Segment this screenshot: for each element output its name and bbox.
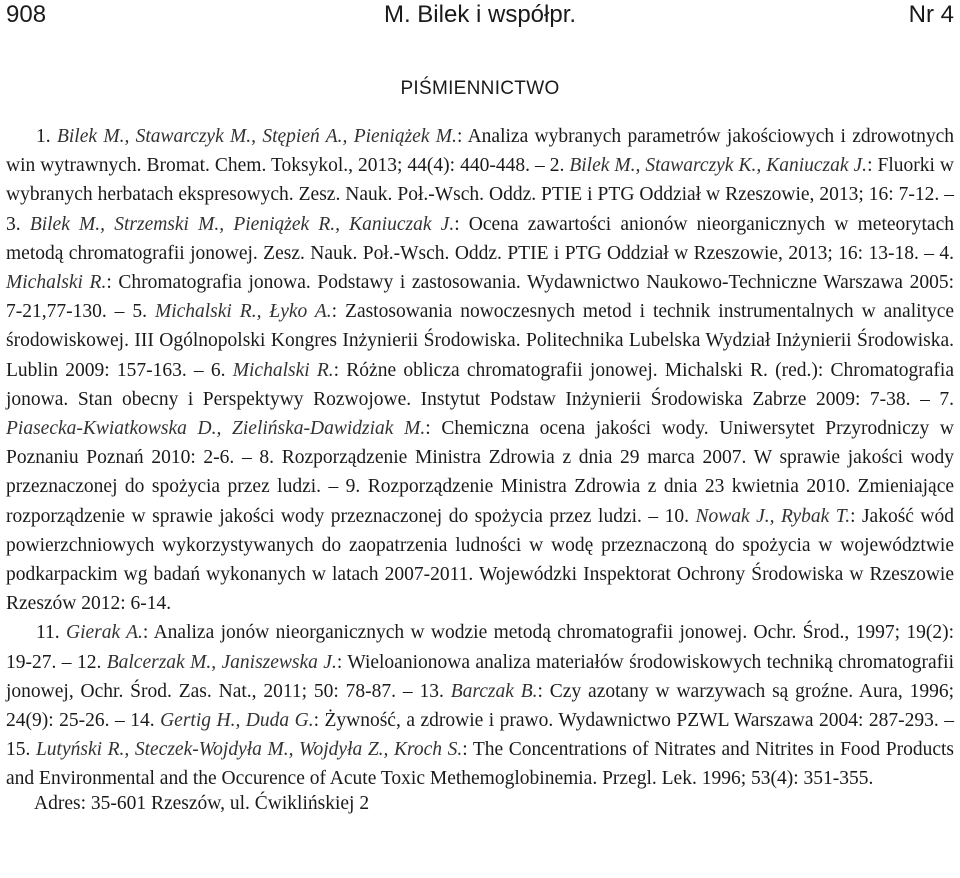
reference-number: 15. — [6, 739, 31, 761]
reference-text: Rozporządzenie Ministra Zdrowia z dnia 29 marca 2007. W sprawie jakości wody przeznaczonej do spożycia przez ludzi. – — [6, 447, 954, 498]
reference-authors: Barczak B. — [450, 680, 538, 702]
reference-authors: Bilek M., Stawarczyk K., Kaniuczak J. — [569, 155, 868, 177]
reference-text: : Fluorki w wybranych herbatach ekspresowych. Zesz. Nauk. Poł.-Wsch. Oddz. PTIE i PTG Oddział w Rzeszowie, 2013; 16: 7-12. – — [6, 155, 954, 206]
running-title: M. Bilek i współpr. — [383, 1, 577, 28]
page-number: 908 — [6, 1, 47, 28]
reference-text: : Czy azotany w warzywach są groźne. Aura, 1996; 24(9): 25-26. – — [6, 680, 955, 732]
reference-text: : The Concentrations of Nitrates and Nitrites in Food Products and Environmental and the Occurence of Acute Toxic Methemoglobinemia. Przegl. Lek. 1996; 53(4): 351-355. — [6, 739, 954, 790]
reference-text: : Żywność, a zdrowie i prawo. Wydawnictwo PZWL Warszawa 2004: 287-293. – — [313, 710, 954, 732]
reference-text: Rozporządzenie Ministra Zdrowia z dnia 23 kwietnia 2010. Zmieniające rozporządzenie w sprawie jakości wody przeznaczonej do spożycia przez ludzi. – — [6, 476, 955, 527]
reference-authors: Gierak A. — [66, 622, 143, 644]
reference-entry — [130, 710, 954, 731]
reference-number: 4. — [939, 242, 954, 264]
reference-authors: Lutyński R., Steczek-Wojdyła M., Wojdyła Z., Kroch S. — [35, 739, 463, 761]
reference-authors: Bilek M., Strzemski M., Pieniążek R., Kaniuczak J. — [29, 213, 455, 235]
reference-authors: Bilek M., Stawarczyk M., Stępień A., Pieniążek M. — [56, 126, 457, 147]
reference-number: 8. — [259, 447, 275, 469]
reference-authors: Balcerzak M., Janiszewska J. — [106, 651, 337, 673]
reference-number: 1. — [36, 126, 51, 147]
author-address: Adres: 35-601 Rzeszów, ul. Ćwiklińskiej 2 — [34, 793, 370, 814]
reference-number: 14. — [130, 710, 155, 732]
reference-number: 3. — [6, 213, 21, 235]
reference-text: : Jakość wód powierzchniowych wykorzystywanych do zaopatrzenia ludności w wodę przeznaczoną do spożycia w województwie podkarpackim wg badań wykonanych w latach 2007-2011. Wojewódzki Inspektorat Ochrony Środowiska w Rzeszowie Rzeszów 2012: 6-14. — [6, 505, 955, 615]
reference-number: 2. — [549, 155, 565, 177]
issue-number: Nr 4 — [908, 1, 954, 28]
reference-text: : Chromatografia jonowa. Podstawy i zastosowania. Wydawnictwo Naukowo-Techniczne Warszawa 2005: 7-21,77-130. – — [6, 272, 954, 323]
reference-authors: Piasecka-Kwiatkowska D., Zielińska-Dawidziak M. — [6, 418, 426, 440]
section-title: PIŚMIENNICTWO — [400, 78, 560, 99]
references-paragraph-1 — [6, 122, 954, 618]
reference-text: : Ocena zawartości anionów nieorganicznych w meteorytach metodą chromatografii jonowej. Zesz. Nauk. Poł.-Wsch. Oddz. PTIE i PTG Oddział w Rzeszowie, 2013; 16: 13-18. – — [6, 213, 954, 264]
reference-number: 7. — [939, 388, 954, 410]
reference-number: 12. — [76, 651, 102, 673]
reference-number: 6. — [210, 359, 226, 381]
reference-text: : Różne oblicza chromatografii jonowej. Michalski R. (red.): Chromatografia jonowa. Stan obecny i Perspektywy Rozwojowe. Instytut Podstaw Inżynierii Środowiska Zabrze 2009: 7-38. – — [6, 359, 954, 410]
reference-text: : Analiza wybranych parametrów jakościowych i zdrowotnych win wytrawnych. Bromat. Chem. Toksykol., 2013; 44(4): 440-448. – — [6, 126, 955, 177]
reference-authors: Michalski R. — [232, 359, 334, 381]
reference-text: : Chemiczna ocena jakości wody. Uniwersytet Przyrodniczy w Poznaniu Poznań 2010: 2-6. – — [6, 418, 954, 469]
reference-number: 13. — [419, 680, 444, 702]
page-header — [0, 0, 960, 40]
reference-authors: Michalski R., Łyko A. — [154, 301, 332, 323]
references-paragraph-2 — [6, 618, 954, 793]
reference-entry — [6, 214, 954, 264]
reference-authors: Nowak J., Rybak T. — [695, 505, 851, 527]
reference-entry — [6, 739, 954, 789]
reference-authors: Gertig H., Duda G. — [160, 710, 314, 732]
reference-number: 10. — [664, 505, 689, 527]
reference-text: : Analiza jonów nieorganicznych w wodzie metodą chromatografii jonowej. Ochr. Środ., 1997; 19(2): 19-27. – — [6, 622, 954, 673]
reference-text: : Wieloanionowa analiza materiałów środowiskowych techniką chromatografii jonowej, Ochr. Środ. Zas. Nat., 2011; 50: 78-87. – — [6, 651, 955, 702]
reference-number: 9. — [345, 476, 361, 498]
reference-number: 11. — [36, 622, 60, 644]
reference-number: 5. — [132, 301, 147, 323]
reference-text: : Zastosowania nowoczesnych metod i technik instrumentalnych w analityce środowiskowej. III Ogólnopolski Kongres Inżynierii Środowiska. Politechnika Lubelska Wydział Inżynierii Środowiska. Lublin 2009: 157-163. – — [6, 301, 955, 381]
references-list — [6, 122, 954, 794]
reference-authors: Michalski R. — [6, 272, 107, 294]
